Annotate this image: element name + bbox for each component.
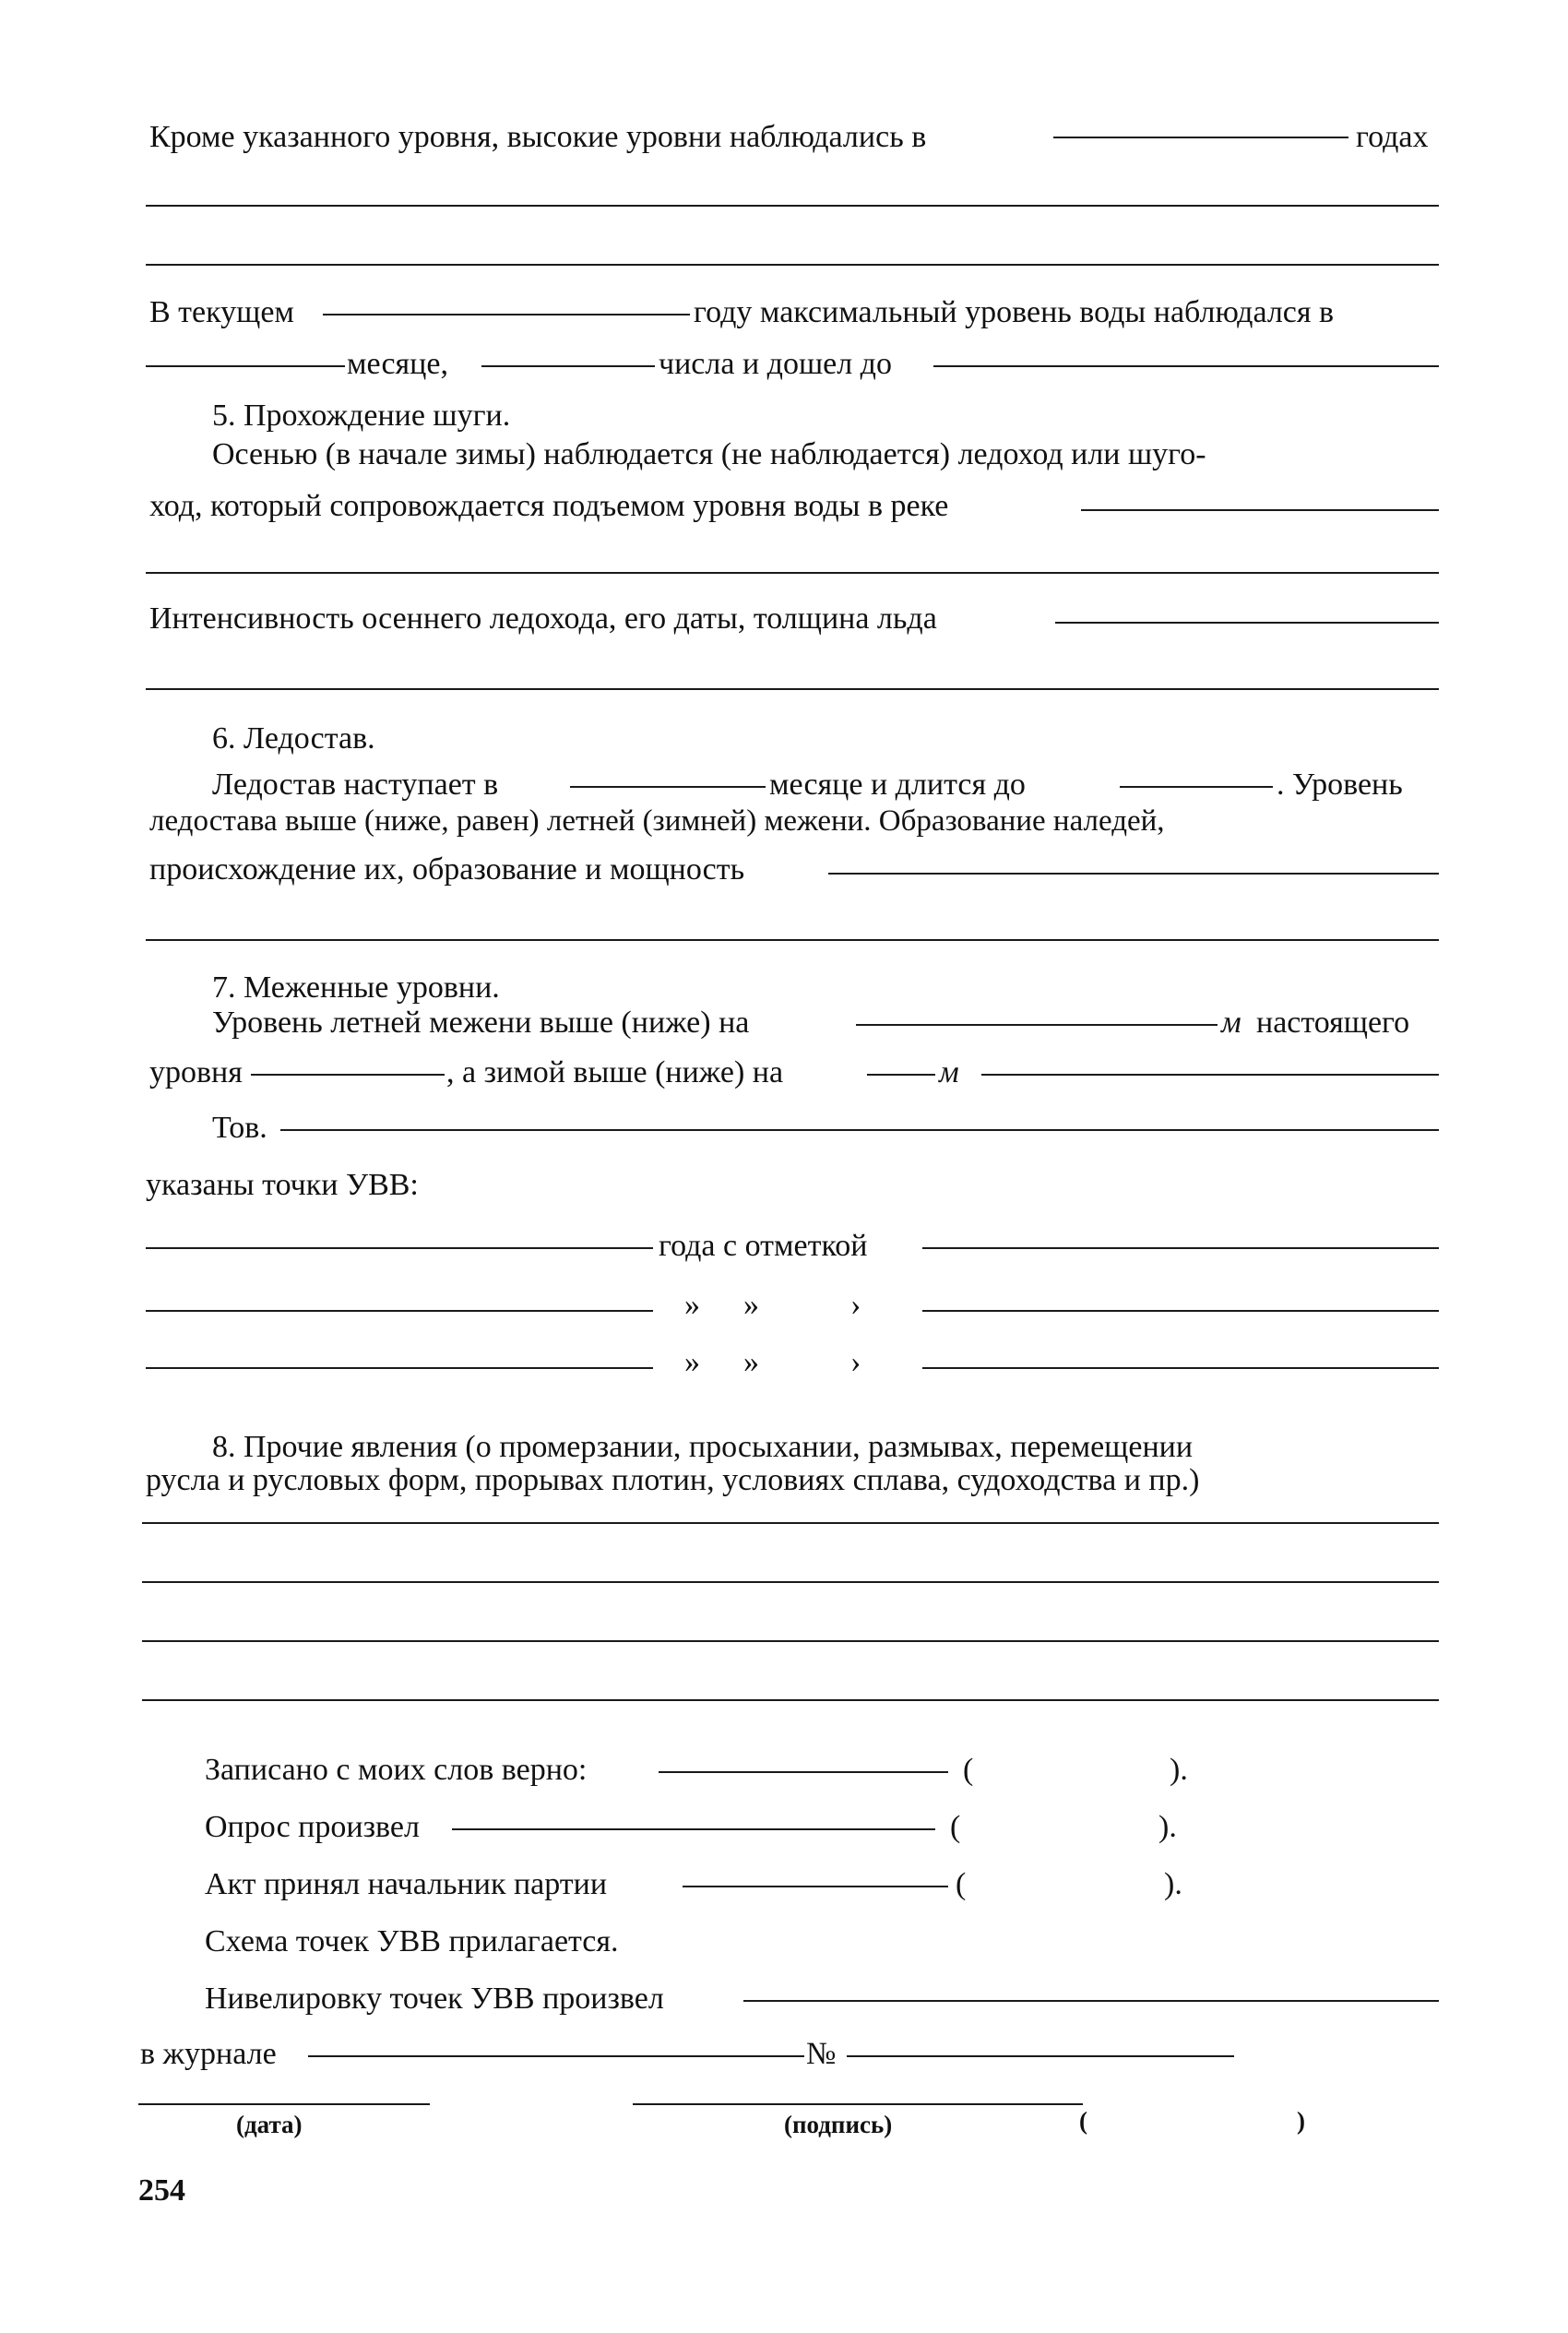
month-field[interactable] [146, 365, 345, 367]
current-level-field[interactable] [251, 1074, 445, 1076]
point-year-field[interactable] [146, 1247, 653, 1249]
winter-low-field[interactable] [867, 1074, 935, 1076]
recorded-label: Записано с моих слов верно: [205, 1753, 588, 1787]
winter-low-text: , а зимой выше (ниже) на [446, 1055, 784, 1089]
high-levels-text: Кроме указанного уровня, высокие уровни наблюдались в [149, 120, 927, 154]
ice-intensity-text: Интенсивность осеннего ледохода, его даты, толщина льда [149, 601, 937, 636]
date-field[interactable] [138, 2103, 430, 2105]
ditto-mark: » [743, 1288, 759, 1322]
point-mark-field[interactable] [922, 1367, 1439, 1369]
year-mark-label: года с отметкой [659, 1229, 868, 1263]
day-field[interactable] [481, 365, 655, 367]
section-8-heading: 8. Прочие явления (о промерзании, просыхании, размывах, перемещении [212, 1430, 1194, 1464]
paren-open: ( [963, 1753, 974, 1787]
summer-low-text: Уровень летней межени выше (ниже) на [212, 1006, 750, 1040]
high-levels-years-field[interactable] [1053, 137, 1348, 138]
journal-field[interactable] [308, 2055, 804, 2057]
ditto-mark: » [684, 1345, 700, 1379]
answer-line[interactable] [146, 572, 1439, 574]
answer-line[interactable] [142, 1699, 1439, 1701]
current-year-field[interactable] [323, 314, 690, 315]
survey-label: Опрос произвел [205, 1810, 420, 1844]
paren-close: ). [1158, 1810, 1177, 1844]
freeze-level-text: . Уровень [1277, 768, 1403, 802]
freeze-duration-text: месяце и длится до [769, 768, 1026, 802]
paren-close: ). [1164, 1867, 1182, 1901]
current-year-label: В текущем [149, 295, 294, 329]
accepted-signature-field[interactable] [683, 1886, 948, 1887]
section-7-heading: 7. Меженные уровни. [212, 970, 500, 1005]
answer-line[interactable] [142, 1522, 1439, 1524]
journal-number-field[interactable] [847, 2055, 1234, 2057]
point-mark-field[interactable] [922, 1247, 1439, 1249]
paren-close: ) [1297, 2107, 1305, 2135]
paren-open: ( [956, 1867, 967, 1901]
meter-unit: м [1221, 1006, 1241, 1040]
scheme-note: Схема точек УВВ прилагается. [205, 1924, 619, 1958]
meter-unit: м [939, 1055, 959, 1089]
leveling-field[interactable] [743, 2000, 1439, 2002]
current-label: настоящего [1256, 1006, 1410, 1040]
max-level-text: году максимальный уровень воды наблюдался в [694, 295, 1335, 329]
answer-line[interactable] [142, 1581, 1439, 1583]
signature-field[interactable] [633, 2103, 1083, 2105]
years-label: годах [1356, 120, 1429, 154]
comrade-label: Тов. [212, 1111, 267, 1145]
section-5-heading: 5. Прохождение шуги. [212, 399, 511, 433]
level-label: уровня [149, 1055, 243, 1089]
summer-low-field[interactable] [856, 1024, 1218, 1026]
day-reached-label: числа и дошел до [659, 347, 892, 381]
icing-field[interactable] [828, 873, 1439, 875]
slush-rise-text: ход, который сопровождается подъемом уровня воды в реке [149, 489, 949, 523]
comrade-name-field[interactable] [280, 1129, 1439, 1131]
answer-line[interactable] [146, 264, 1439, 266]
signature-caption: (подпись) [784, 2111, 893, 2138]
ditto-mark: › [850, 1288, 861, 1322]
slush-text: Осенью (в начале зимы) наблюдается (не наблюдается) ледоход или шуго- [212, 437, 1206, 471]
number-sign: № [806, 2037, 837, 2071]
winter-extra-field[interactable] [981, 1074, 1439, 1076]
answer-line[interactable] [146, 939, 1439, 941]
recorded-signature-field[interactable] [659, 1771, 948, 1773]
reached-level-field[interactable] [933, 365, 1439, 367]
ice-intensity-field[interactable] [1055, 622, 1439, 624]
paren-open: ( [950, 1810, 961, 1844]
freeze-until-field[interactable] [1120, 786, 1273, 788]
icing-origin-text: происхождение их, образование и мощность [149, 852, 745, 887]
point-year-field[interactable] [146, 1310, 653, 1312]
points-label: указаны точки УВВ: [146, 1168, 419, 1202]
freeze-month-field[interactable] [570, 786, 766, 788]
point-year-field[interactable] [146, 1367, 653, 1369]
ditto-mark: » [684, 1288, 700, 1322]
ditto-mark: » [743, 1345, 759, 1379]
month-label: месяце, [347, 347, 448, 381]
accepted-label: Акт принял начальник партии [205, 1867, 608, 1901]
journal-label: в журнале [140, 2037, 277, 2071]
date-caption: (дата) [236, 2111, 303, 2138]
paren-open: ( [1079, 2107, 1087, 2135]
survey-signature-field[interactable] [452, 1828, 935, 1830]
section-8-text: русла и русловых форм, прорывах плотин, условиях сплава, судоходства и пр.) [146, 1463, 1200, 1497]
ditto-mark: › [850, 1345, 861, 1379]
section-6-heading: 6. Ледостав. [212, 721, 375, 756]
point-mark-field[interactable] [922, 1310, 1439, 1312]
answer-line[interactable] [146, 205, 1439, 207]
freeze-start-text: Ледостав наступает в [212, 768, 499, 802]
answer-line[interactable] [142, 1640, 1439, 1642]
leveling-label: Нивелировку точек УВВ произвел [205, 1982, 664, 2016]
river-rise-field[interactable] [1081, 509, 1439, 511]
paren-close: ). [1170, 1753, 1188, 1787]
freeze-level-desc: ледостава выше (ниже, равен) летней (зимней) межени. Образование наледей, [149, 804, 1165, 838]
answer-line[interactable] [146, 688, 1439, 690]
page-number: 254 [138, 2173, 185, 2208]
